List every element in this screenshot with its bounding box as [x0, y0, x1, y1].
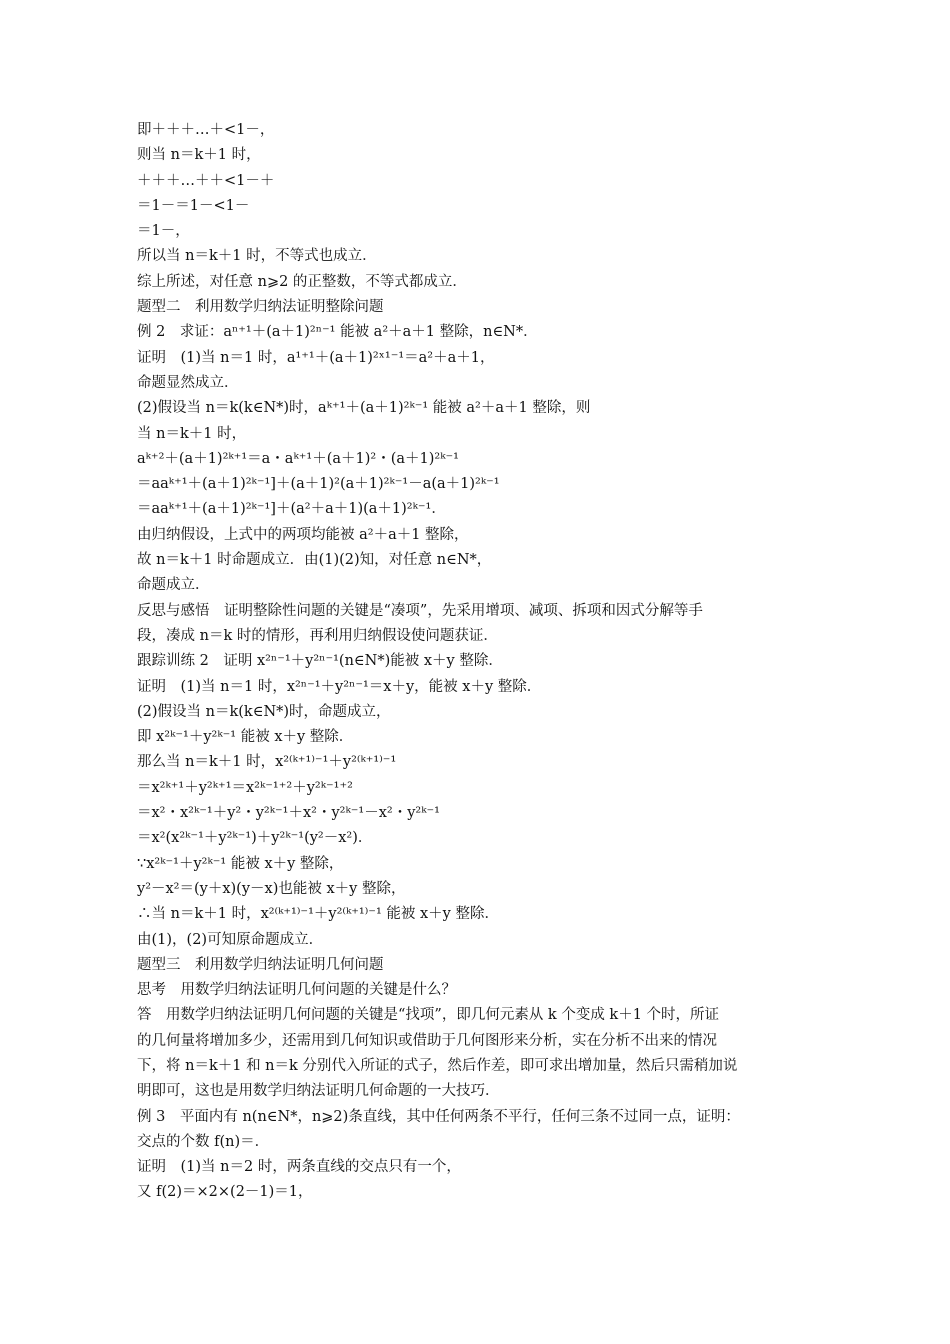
reflection-text: 段，凑成 n＝k 时的情形，再利用归纳假设使问题获证．	[137, 627, 498, 644]
answer-text: 的几何量将增加多少，还需用到几何知识或借助于几何图形来分析，实在分析不出来的情况	[137, 1032, 717, 1049]
text-line: (2)假设当 n＝k(k∈N*)时，aᵏ⁺¹＋(a＋1)²ᵏ⁻¹ 能被 a²＋a＋1 整除，则	[137, 400, 591, 417]
reflection-text: 反思与感悟 证明整除性问题的关键是“凑项”，先采用增项、减项、拆项和因式分解等手	[137, 602, 703, 619]
example-statement: 例 2 求证：aⁿ⁺¹＋(a＋1)²ⁿ⁻¹ 能被 a²＋a＋1 整除，n∈N*．	[137, 324, 538, 341]
formula-line: ＝x²・x²ᵏ⁻¹＋y²・y²ᵏ⁻¹＋x²・y²ᵏ⁻¹－x²・y²ᵏ⁻¹	[137, 805, 440, 822]
text-line: 即 x²ᵏ⁻¹＋y²ᵏ⁻¹ 能被 x＋y 整除．	[137, 729, 354, 746]
text-line: 命题显然成立．	[137, 374, 239, 391]
text-line: 那么当 n＝k＋1 时，x²⁽ᵏ⁺¹⁾⁻¹＋y²⁽ᵏ⁺¹⁾⁻¹	[137, 754, 397, 771]
formula-line: aᵏ⁺²＋(a＋1)²ᵏ⁺¹＝a・aᵏ⁺¹＋(a＋1)²・(a＋1)²ᵏ⁻¹	[137, 450, 459, 467]
text-line: 又 f(2)＝×2×(2－1)＝1，	[137, 1184, 313, 1201]
text-line: ＝1－＝1－<1－	[137, 197, 250, 214]
text-line: 当 n＝k＋1 时，	[137, 425, 247, 442]
text-line: ＋＋＋…＋＋<1－＋	[137, 172, 275, 189]
text-line: 则当 n＝k＋1 时，	[137, 147, 261, 164]
formula-line: ＝x²ᵏ⁺¹＋y²ᵏ⁺¹＝x²ᵏ⁻¹⁺²＋y²ᵏ⁻¹⁺²	[137, 779, 353, 796]
text-line: 交点的个数 f(n)＝．	[137, 1133, 270, 1150]
section-heading: 题型二 利用数学归纳法证明整除问题	[137, 299, 384, 316]
text-line: ∵x²ᵏ⁻¹＋y²ᵏ⁻¹ 能被 x＋y 整除，	[137, 855, 344, 872]
formula-line: ＝x²(x²ᵏ⁻¹＋y²ᵏ⁻¹)＋y²ᵏ⁻¹(y²－x²)．	[137, 830, 373, 847]
text-line: 证明 (1)当 n＝1 时，a¹⁺¹＋(a＋1)²ˣ¹⁻¹＝a²＋a＋1，	[137, 349, 495, 366]
text-line: 所以当 n＝k＋1 时，不等式也成立．	[137, 248, 377, 265]
formula-line: ＝aaᵏ⁺¹＋(a＋1)²ᵏ⁻¹]＋(a²＋a＋1)(a＋1)²ᵏ⁻¹．	[137, 501, 446, 518]
formula-line: ＝aaᵏ⁺¹＋(a＋1)²ᵏ⁻¹]＋(a＋1)²(a＋1)²ᵏ⁻¹－a(a＋1)²ᵏ⁻¹	[137, 476, 500, 493]
text-line: 由(1)，(2)可知原命题成立．	[137, 931, 324, 948]
text-line: ＝1－，	[137, 223, 190, 240]
answer-text: 答 用数学归纳法证明几何问题的关键是“找项”，即几何元素从 k 个变成 k＋1 个时，所证	[137, 1007, 720, 1024]
thinking-question: 思考 用数学归纳法证明几何问题的关键是什么？	[137, 982, 456, 999]
text-line: ∴当 n＝k＋1 时，x²⁽ᵏ⁺¹⁾⁻¹＋y²⁽ᵏ⁺¹⁾⁻¹ 能被 x＋y 整除．	[137, 906, 499, 923]
text-line: 证明 (1)当 n＝1 时，x²ⁿ⁻¹＋y²ⁿ⁻¹＝x＋y，能被 x＋y 整除．	[137, 678, 542, 695]
text-line: y²－x²＝(y＋x)(y－x)也能被 x＋y 整除，	[137, 880, 406, 897]
exercise-statement: 跟踪训练 2 证明 x²ⁿ⁻¹＋y²ⁿ⁻¹(n∈N*)能被 x＋y 整除．	[137, 653, 503, 670]
text-line: 由归纳假设，上式中的两项均能被 a²＋a＋1 整除，	[137, 526, 469, 543]
text-line: 即＋＋＋…＋<1－，	[137, 122, 275, 138]
text-line: 综上所述，对任意 n⩾2 的正整数，不等式都成立．	[137, 273, 467, 290]
text-line: 故 n＝k＋1 时命题成立．由(1)(2)知，对任意 n∈N*，	[137, 552, 492, 569]
text-line: 证明 (1)当 n＝2 时，两条直线的交点只有一个，	[137, 1159, 461, 1176]
text-line: 命题成立．	[137, 577, 210, 594]
example-statement: 例 3 平面内有 n(n∈N*，n⩾2)条直线，其中任何两条不平行，任何三条不过同一点，证明：	[137, 1108, 740, 1125]
answer-text: 下，将 n＝k＋1 和 n＝k 分别代入所证的式子，然后作差，即可求出增加量，然后只需稍加说	[137, 1057, 738, 1074]
answer-text: 明即可，这也是用数学归纳法证明几何命题的一大技巧．	[137, 1083, 500, 1100]
document-body	[137, 118, 837, 1206]
section-heading: 题型三 利用数学归纳法证明几何问题	[137, 956, 384, 973]
text-line: (2)假设当 n＝k(k∈N*)时，命题成立，	[137, 703, 391, 720]
